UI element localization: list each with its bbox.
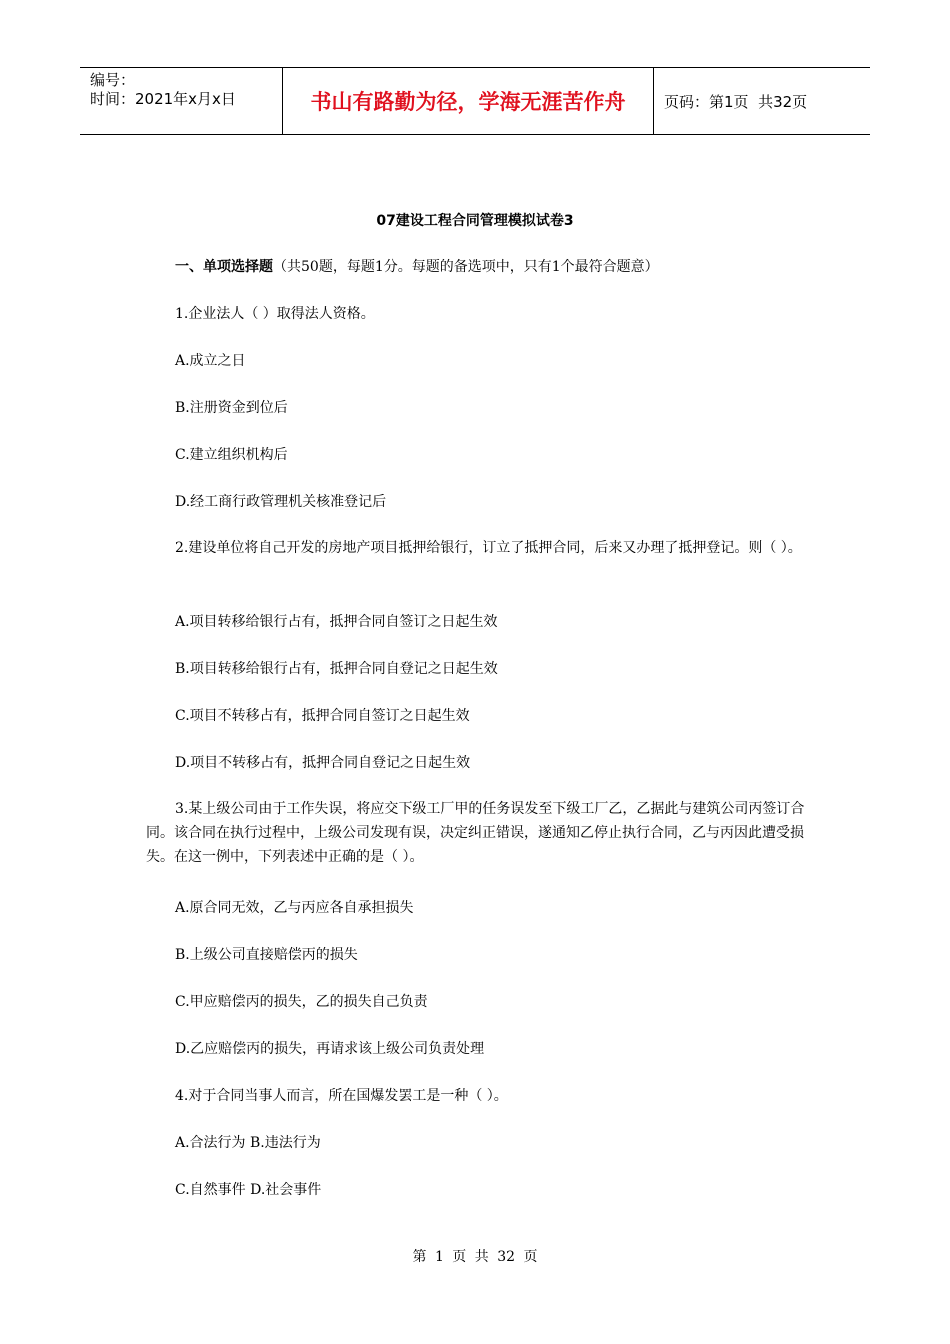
option-item: C.自然事件 D.社会事件 <box>175 1182 322 1198</box>
header-motto: 书山有路勤为径，学海无涯苦作舟 <box>282 68 654 134</box>
question-stem: 1.企业法人（ ）取得法人资格。 <box>175 306 375 322</box>
time-label: 时间：2021年x月x日 <box>90 90 236 108</box>
question-stem: 4.对于合同当事人而言，所在国爆发罢工是一种（ ）。 <box>175 1088 508 1104</box>
question-stem: 2.建设单位将自己开发的房地产项目抵押给银行，订立了抵押合同，后来又办理了抵押登记。则（ ）。 <box>175 540 802 556</box>
header-meta <box>80 68 282 134</box>
section-heading <box>175 256 659 276</box>
option-item: A.合法行为 B.违法行为 <box>175 1135 321 1151</box>
option-item: A.成立之日 <box>175 353 246 369</box>
section-note: （共50题，每题1分。每题的备选项中，只有1个最符合题意） <box>273 259 659 275</box>
option-item: A.原合同无效，乙与丙应各自承担损失 <box>175 900 414 916</box>
section-title: 一、单项选择题 <box>175 259 273 275</box>
option-item: A.项目转移给银行占有，抵押合同自签订之日起生效 <box>175 614 498 630</box>
number-label: 编号： <box>90 71 136 89</box>
option-item: C.甲应赔偿丙的损失，乙的损失自己负责 <box>175 994 428 1010</box>
option-item: D.项目不转移占有，抵押合同自登记之日起生效 <box>175 755 471 771</box>
option-item: D.经工商行政管理机关核准登记后 <box>175 494 387 510</box>
option-item: B.上级公司直接赔偿丙的损失 <box>175 947 358 963</box>
document-header <box>80 67 870 135</box>
page-footer: 第 1 页 共 32 页 <box>412 1249 538 1265</box>
option-item: C.项目不转移占有，抵押合同自签订之日起生效 <box>175 708 470 724</box>
option-item: C.建立组织机构后 <box>175 447 288 463</box>
header-page-info <box>654 68 870 134</box>
question-stem: 3.某上级公司由于工作失误，将应交下级工厂甲的任务误发至下级工厂乙，乙据此与建筑公司丙签订合同。该合同在执行过程中，上级公司发现有误，决定纠正错误，遂通知乙停止执行合同，乙与丙因此遭受损失。在这一例中，下列表述中正确的是（ ）。 <box>146 801 805 865</box>
page-label: 页码：第1页 共32页 <box>664 92 808 111</box>
document-title: 07建设工程合同管理模拟试卷3 <box>376 213 574 229</box>
option-item: B.注册资金到位后 <box>175 400 288 416</box>
option-item: B.项目转移给银行占有，抵押合同自登记之日起生效 <box>175 661 498 677</box>
option-item: D.乙应赔偿丙的损失，再请求该上级公司负责处理 <box>175 1041 485 1057</box>
